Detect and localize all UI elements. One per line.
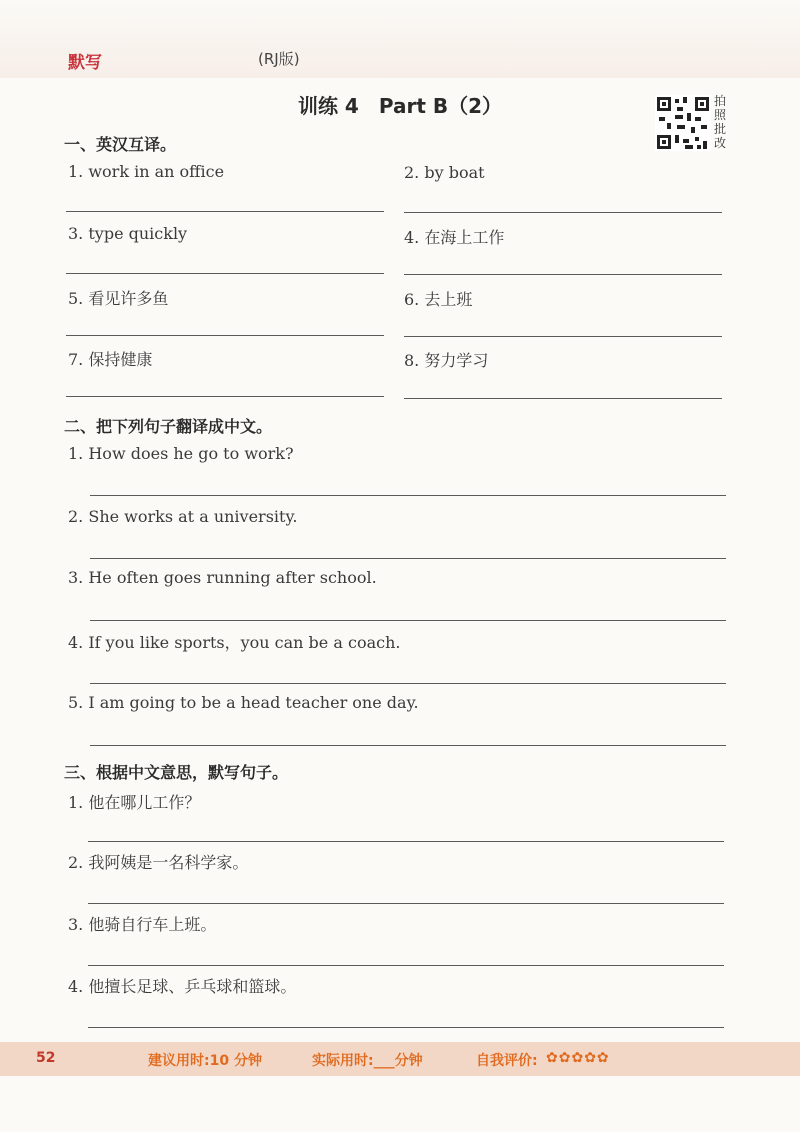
suggested-time: 建议用时:10 分钟: [148, 1053, 262, 1069]
s3-item-4: 4. 他擅长足球、乒乓球和篮球。: [68, 977, 297, 996]
s3-item-3: 3. 他骑自行车上班。: [68, 915, 217, 934]
s1-item-6: 6. 去上班: [404, 290, 473, 309]
self-rating-label: 自我评价:: [476, 1053, 538, 1069]
answer-line[interactable]: [88, 965, 724, 966]
s1-item-8: 8. 努力学习: [404, 351, 489, 370]
brand-logo: 默写: [68, 53, 102, 73]
rating-stars[interactable]: ✿✿✿✿✿: [546, 1050, 610, 1066]
s1-item-2: 2. by boat: [404, 163, 485, 182]
s2-item-2: 2. She works at a university.: [68, 507, 298, 526]
s1-item-1: 1. work in an office: [68, 162, 225, 181]
answer-line[interactable]: [404, 398, 722, 399]
answer-line[interactable]: [88, 1027, 724, 1028]
answer-line[interactable]: [404, 274, 722, 275]
actual-time[interactable]: 实际用时:___分钟: [312, 1053, 423, 1069]
s1-item-5: 5. 看见许多鱼: [68, 289, 169, 308]
s2-item-3: 3. He often goes running after school.: [68, 568, 377, 587]
answer-line[interactable]: [90, 745, 726, 746]
page-number: 52: [36, 1050, 56, 1066]
answer-line[interactable]: [404, 336, 722, 337]
qr-label: 拍照批改: [714, 94, 727, 150]
answer-line[interactable]: [66, 273, 384, 274]
answer-line[interactable]: [404, 212, 722, 213]
answer-line[interactable]: [66, 335, 384, 336]
section-3-title: 三、根据中文意思，默写句子。: [64, 763, 289, 782]
s3-item-1: 1. 他在哪儿工作？: [68, 793, 201, 812]
s2-item-5: 5. I am going to be a head teacher one day.: [68, 693, 419, 712]
answer-line[interactable]: [66, 396, 384, 397]
s1-item-7: 7. 保持健康: [68, 350, 153, 369]
answer-line[interactable]: [90, 620, 726, 621]
footer-bar: [0, 1042, 800, 1076]
answer-line[interactable]: [90, 558, 726, 559]
answer-line[interactable]: [90, 495, 726, 496]
s2-item-1: 1. How does he go to work?: [68, 444, 294, 463]
edition-label: (RJ版): [258, 50, 300, 68]
section-1-title: 一、英汉互译。: [64, 135, 177, 154]
answer-line[interactable]: [88, 841, 724, 842]
header-band: [0, 0, 800, 78]
s1-item-3: 3. type quickly: [68, 224, 188, 243]
answer-line[interactable]: [90, 683, 726, 684]
s1-item-4: 4. 在海上工作: [404, 228, 505, 247]
qr-code-icon[interactable]: [655, 95, 711, 151]
answer-line[interactable]: [88, 903, 724, 904]
answer-line[interactable]: [66, 211, 384, 212]
s3-item-2: 2. 我阿姨是一名科学家。: [68, 853, 249, 872]
s2-item-4: 4. If you like sports，you can be a coach.: [68, 633, 401, 652]
section-2-title: 二、把下列句子翻译成中文。: [64, 417, 273, 436]
page-title: 训练 4 Part B（2）: [297, 94, 503, 118]
